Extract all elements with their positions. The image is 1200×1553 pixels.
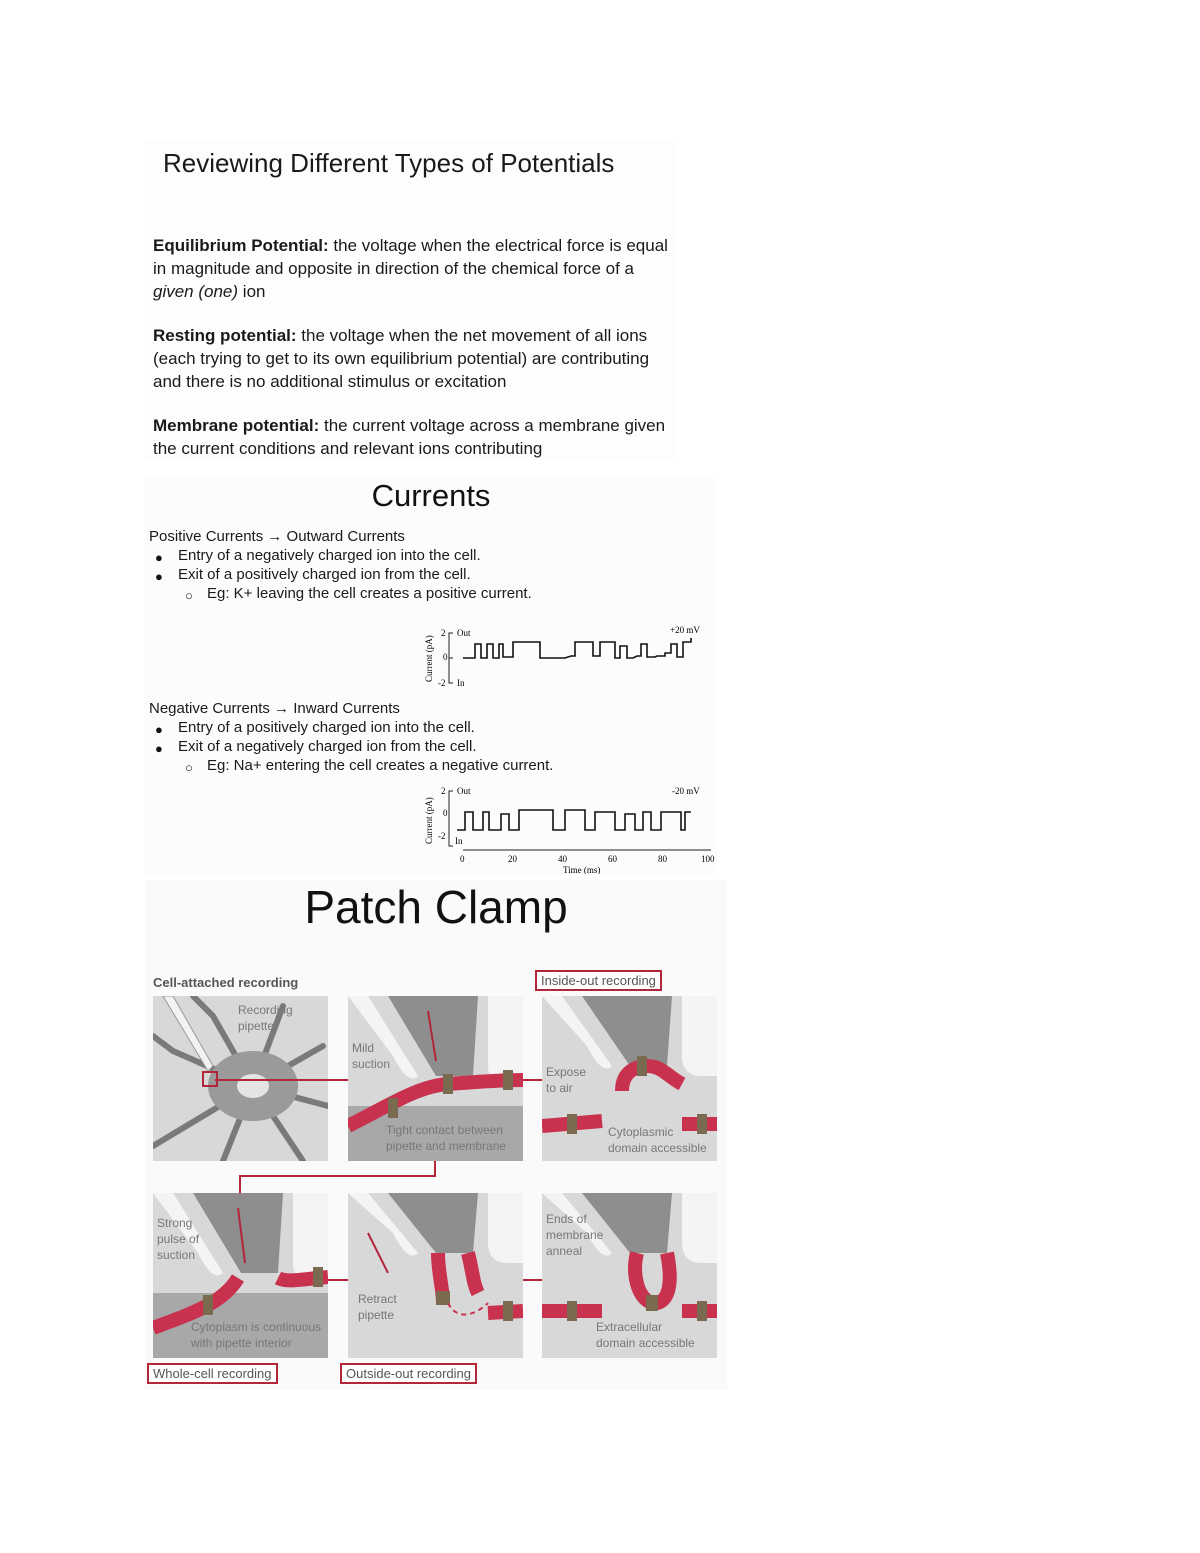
negative-current-trace — [415, 782, 717, 874]
panel-label: Tight contact between — [386, 1123, 503, 1137]
equilibrium-emphasis: given (one) — [153, 282, 239, 301]
bullet-icon: ● — [155, 569, 163, 584]
potentials-section — [145, 140, 677, 460]
positive-current-trace — [415, 620, 715, 690]
x-tick: 60 — [608, 854, 617, 864]
panel-label: Expose — [546, 1065, 587, 1079]
bullet-icon: ● — [155, 722, 163, 737]
equilibrium-term: Equilibrium Potential: — [153, 236, 329, 255]
currents-section — [145, 478, 717, 874]
trace-tick: 2 — [441, 786, 446, 796]
panel-label: domain accessible — [596, 1336, 695, 1350]
x-tick: 100 — [701, 854, 715, 864]
trace-tick: -2 — [438, 831, 446, 841]
panel-label: to air — [546, 1081, 573, 1095]
negative-bullet-2: Exit of a negatively charged ion from the cell. — [178, 738, 477, 755]
panel-label: Ends of — [546, 1212, 587, 1226]
panel-label: pipette — [238, 1019, 275, 1033]
x-tick: 40 — [558, 854, 567, 864]
panel-label: pulse of — [157, 1232, 200, 1246]
panel-label: pipette — [358, 1308, 395, 1322]
resting-text: the voltage when the net movement of all ions (each trying to get to its own equilibrium potential) are contributing and there is no additional stimulus or excitation — [153, 326, 650, 391]
patch-clamp-title: Patch Clamp — [304, 881, 568, 933]
equilibrium-text-end: ion — [238, 282, 266, 301]
resting-paragraph — [153, 324, 673, 393]
equilibrium-text: the voltage when the electrical force is equal in magnitude and opposite in direction of the chemical force of a — [153, 236, 668, 278]
panel-label: suction — [157, 1248, 196, 1262]
trace-ylabel: Current (pA) — [424, 635, 434, 682]
trace-voltage: -20 mV — [672, 786, 700, 796]
trace-tick: 2 — [441, 628, 446, 638]
whole-cell-label: Whole-cell recording — [147, 1363, 278, 1384]
membrane-text: the current voltage across a membrane given the current conditions and relevant ions contributing — [153, 416, 666, 458]
trace-tick: 0 — [443, 808, 448, 818]
panel-label: Cytoplasm is continuous — [191, 1320, 322, 1334]
trace-top-label: Out — [457, 628, 471, 638]
trace-tick: 0 — [443, 652, 448, 662]
hollow-bullet-icon: ○ — [185, 760, 193, 775]
trace-top-label: Out — [457, 786, 471, 796]
panel-label: Retract — [358, 1292, 397, 1306]
trace-tick: -2 — [438, 678, 446, 688]
negative-bullet-1: Entry of a positively charged ion into the cell. — [178, 719, 475, 736]
equilibrium-paragraph — [153, 234, 673, 303]
panel-label: suction — [352, 1057, 391, 1071]
panel-label: with pipette interior — [191, 1336, 292, 1350]
hollow-bullet-icon: ○ — [185, 588, 193, 603]
currents-title: Currents — [371, 478, 491, 513]
panel-label: Strong — [157, 1216, 193, 1230]
inside-out-label: Inside-out recording — [535, 970, 662, 991]
outside-out-label: Outside-out recording — [340, 1363, 477, 1384]
x-tick: 80 — [658, 854, 667, 864]
resting-term: Resting potential: — [153, 326, 297, 345]
trace-ylabel: Current (pA) — [424, 797, 434, 844]
panel-label: anneal — [546, 1244, 583, 1258]
panel-label: membrane — [546, 1228, 604, 1242]
negative-sub-bullet: Eg: Na+ entering the cell creates a negative current. — [207, 757, 554, 774]
panel-label: domain accessible — [608, 1141, 707, 1155]
panel-label: Cytoplasmic — [608, 1125, 674, 1139]
bullet-icon: ● — [155, 550, 163, 565]
cell-attached-label: Cell-attached recording — [153, 975, 299, 990]
positive-bullet-1: Entry of a negatively charged ion into the cell. — [178, 547, 481, 564]
x-tick: 20 — [508, 854, 517, 864]
potentials-title: Reviewing Different Types of Potentials — [163, 148, 615, 178]
positive-heading: Positive Currents → Outward Currents — [149, 528, 405, 545]
positive-sub-bullet: Eg: K+ leaving the cell creates a positive current. — [207, 585, 532, 602]
bullet-icon: ● — [155, 741, 163, 756]
x-axis-label: Time (ms) — [563, 865, 601, 874]
trace-voltage: +20 mV — [670, 625, 700, 635]
panel-label: Mild — [352, 1041, 375, 1055]
negative-heading: Negative Currents → Inward Currents — [149, 700, 400, 717]
panel-label: Extracellular — [596, 1320, 663, 1334]
trace-bottom-label: In — [457, 678, 465, 688]
panel-label: pipette and membrane — [386, 1139, 507, 1153]
x-tick: 0 — [460, 854, 465, 864]
panel-label: Recording — [238, 1003, 293, 1017]
membrane-paragraph — [153, 414, 673, 460]
connector-arrows — [145, 880, 727, 1390]
positive-bullet-2: Exit of a positively charged ion from the cell. — [178, 566, 471, 583]
membrane-term: Membrane potential: — [153, 416, 320, 435]
trace-bottom-label: In — [455, 836, 463, 846]
patch-clamp-section — [145, 880, 727, 1390]
